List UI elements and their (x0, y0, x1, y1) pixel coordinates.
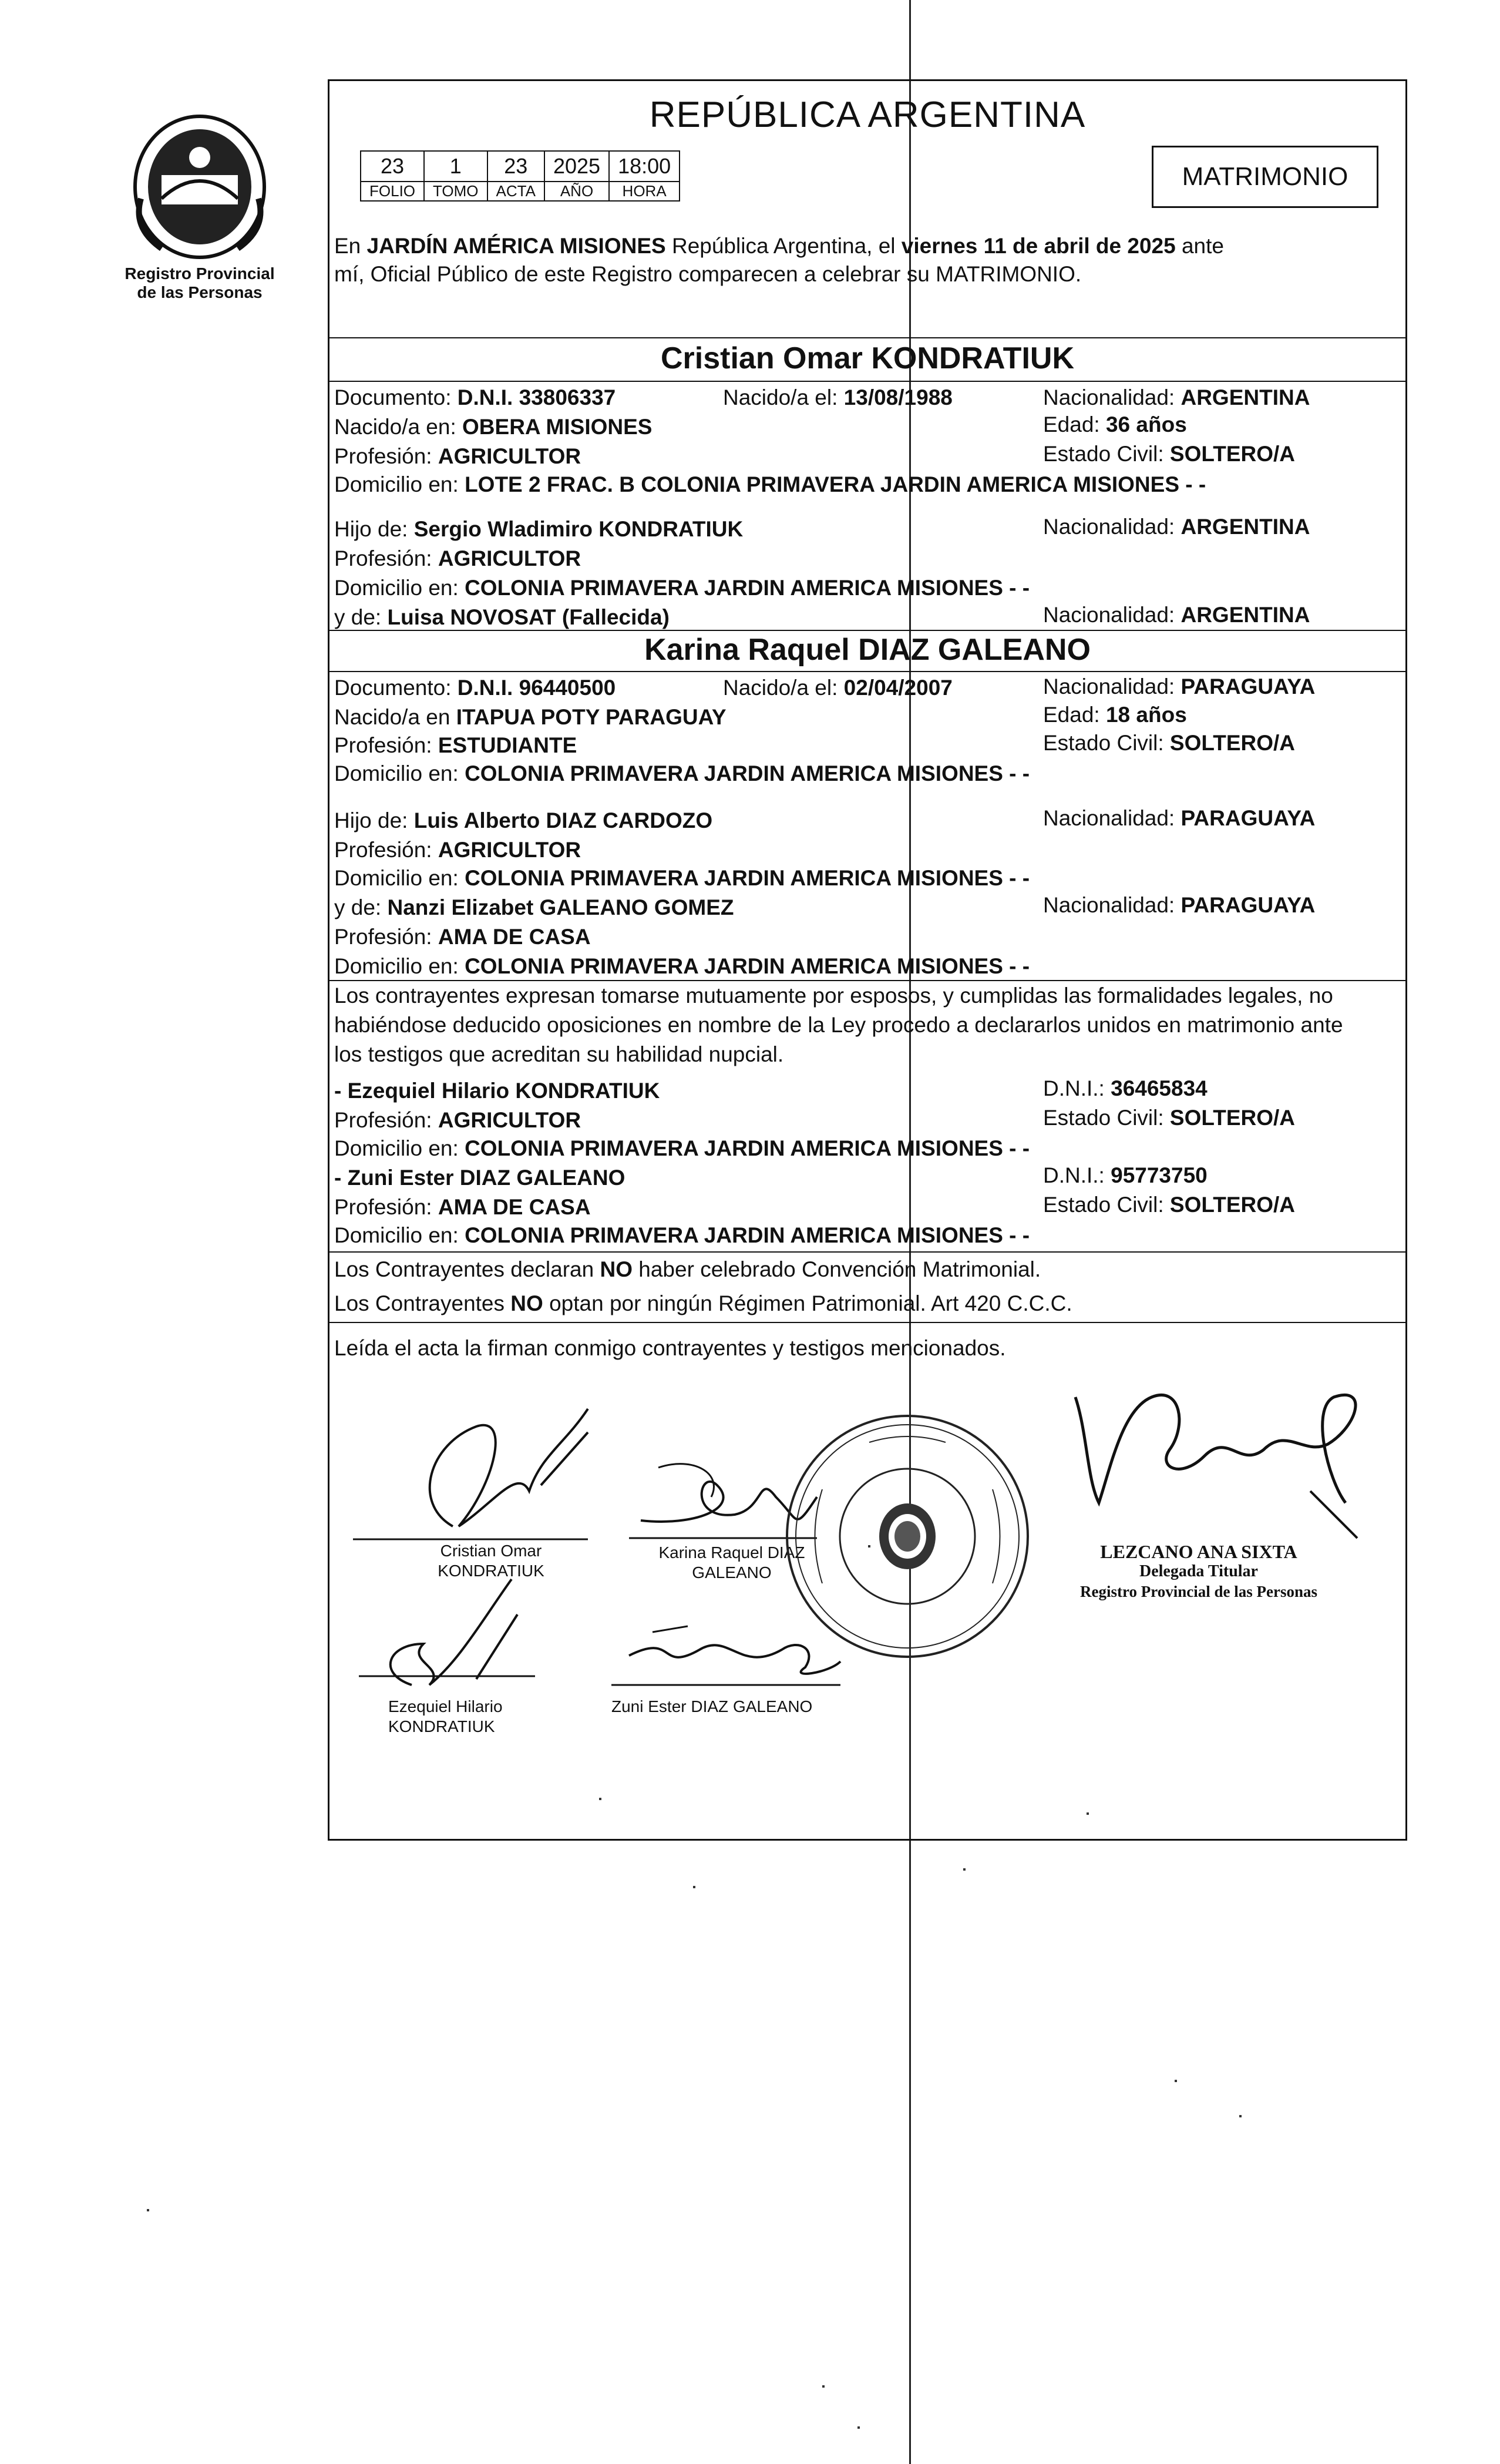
bride-nationality: Nacionalidad: PARAGUAYA (1043, 674, 1316, 699)
bride-mother-domicile: Domicilio en: COLONIA PRIMAVERA JARDIN AMERICA MISIONES - - (334, 954, 1030, 978)
groom-civil-status: Estado Civil: SOLTERO/A (1043, 442, 1296, 466)
tomo-label: TOMO (424, 182, 487, 201)
bride-age: Edad: 18 años (1043, 703, 1187, 727)
record-type-box: MATRIMONIO (1152, 146, 1378, 208)
bride-mother-nationality: Nacionalidad: PARAGUAYA (1043, 893, 1316, 917)
groom-signature-caption: Cristian Omar KONDRATIUK (438, 1542, 544, 1580)
groom-signature (341, 1385, 623, 1567)
declaration-line-1: Los contrayentes expresan tomarse mutuamente por esposos, y cumplidas las formalidades legales, no (334, 983, 1333, 1008)
witness1-profession: Profesión: AGRICULTOR (334, 1108, 581, 1132)
intro-line-1: En JARDÍN AMÉRICA MISIONES República Argentina, el viernes 11 de abril de 2025 ante (334, 234, 1224, 258)
groom-father-profession: Profesión: AGRICULTOR (334, 546, 581, 570)
witness2-name: - Zuni Ester DIAZ GALEANO (334, 1166, 625, 1190)
bride-birth-date: Nacido/a el: 02/04/2007 (723, 676, 953, 700)
bride-birth-place: Nacido/a en ITAPUA POTY PARAGUAY (334, 705, 727, 729)
declaration-line-3: los testigos que acreditan su habilidad nupcial. (334, 1042, 784, 1066)
acta-value: 23 (487, 151, 544, 182)
province-emblem-logo (126, 110, 273, 263)
bride-civil-status: Estado Civil: SOLTERO/A (1043, 731, 1296, 755)
registry-official-seal (781, 1407, 1034, 1666)
declaration-paragraph (334, 981, 1403, 1069)
tomo-value: 1 (424, 151, 487, 182)
witness1-name: - Ezequiel Hilario KONDRATIUK (334, 1079, 660, 1103)
groom-mother-nationality: Nacionalidad: ARGENTINA (1043, 603, 1310, 627)
groom-birth-place: Nacido/a en: OBERA MISIONES (334, 415, 653, 439)
official-office: Registro Provincial de las Personas (1080, 1583, 1317, 1600)
registry-caption-line1: Registro Provincial (125, 264, 275, 283)
year-label: AÑO (544, 182, 609, 201)
hour-label: HORA (609, 182, 680, 201)
witness2-civil-status: Estado Civil: SOLTERO/A (1043, 1193, 1296, 1217)
witness2-profession: Profesión: AMA DE CASA (334, 1195, 591, 1219)
witness2-signature-caption: Zuni Ester DIAZ GALEANO (611, 1697, 813, 1716)
hour-value: 18:00 (609, 151, 680, 182)
bride-domicile: Domicilio en: COLONIA PRIMAVERA JARDIN AMERICA MISIONES - - (334, 761, 1030, 785)
convention-line-2: Los Contrayentes NO optan por ningún Régimen Patrimonial. Art 420 C.C.C. (334, 1291, 1072, 1315)
groom-father-domicile: Domicilio en: COLONIA PRIMAVERA JARDIN AMERICA MISIONES - - (334, 576, 1030, 600)
bride-profession: Profesión: ESTUDIANTE (334, 733, 577, 757)
groom-document: Documento: D.N.I. 33806337 (334, 385, 616, 409)
closing-statement: Leída el acta la firman conmigo contrayentes y testigos mencionados. (334, 1336, 1006, 1360)
witness1-civil-status: Estado Civil: SOLTERO/A (1043, 1106, 1296, 1130)
bride-document: Documento: D.N.I. 96440500 (334, 676, 616, 700)
registry-caption (106, 264, 294, 302)
groom-name-heading: Cristian Omar KONDRATIUK (660, 341, 1074, 375)
groom-profession: Profesión: AGRICULTOR (334, 444, 581, 468)
groom-age: Edad: 36 años (1043, 412, 1187, 437)
groom-father: Hijo de: Sergio Wladimiro KONDRATIUK (334, 517, 744, 541)
witness1-signature (341, 1556, 576, 1714)
acta-label: ACTA (487, 182, 544, 201)
intro-line-2: mí, Oficial Público de este Registro comparecen a celebrar su MATRIMONIO. (334, 262, 1082, 286)
official-stamp-text (1046, 1542, 1351, 1602)
witness1-dni: D.N.I.: 36465834 (1043, 1076, 1208, 1100)
year-value: 2025 (544, 151, 609, 182)
declaration-line-2: habiéndose deducido oposiciones en nombre de la Ley procedo a declararlos unidos en matrimonio ante (334, 1013, 1343, 1037)
bride-father-profession: Profesión: AGRICULTOR (334, 838, 581, 862)
witness1-signature-caption: Ezequiel Hilario KONDRATIUK (388, 1697, 503, 1735)
country-title: REPÚBLICA ARGENTINA (649, 95, 1086, 135)
convention-line-1: Los Contrayentes declaran NO haber celebrado Convención Matrimonial. (334, 1257, 1041, 1281)
bride-father: Hijo de: Luis Alberto DIAZ CARDOZO (334, 808, 713, 832)
groom-nationality: Nacionalidad: ARGENTINA (1043, 385, 1310, 409)
registry-data-table (360, 150, 680, 202)
witness2-dni: D.N.I.: 95773750 (1043, 1163, 1208, 1187)
groom-father-nationality: Nacionalidad: ARGENTINA (1043, 515, 1310, 539)
groom-domicile: Domicilio en: LOTE 2 FRAC. B COLONIA PRIMAVERA JARDIN AMERICA MISIONES - - (334, 472, 1206, 496)
official-name: LEZCANO ANA SIXTA (1100, 1541, 1297, 1562)
official-role: Delegada Titular (1139, 1562, 1258, 1580)
witness1-domicile: Domicilio en: COLONIA PRIMAVERA JARDIN AMERICA MISIONES - - (334, 1136, 1030, 1160)
registry-caption-line2: de las Personas (137, 283, 263, 301)
witness2-domicile: Domicilio en: COLONIA PRIMAVERA JARDIN AMERICA MISIONES - - (334, 1223, 1030, 1247)
bride-name-heading: Karina Raquel DIAZ GALEANO (644, 633, 1091, 667)
bride-mother: y de: Nanzi Elizabet GALEANO GOMEZ (334, 895, 734, 919)
bride-mother-profession: Profesión: AMA DE CASA (334, 925, 591, 949)
groom-birth-date: Nacido/a el: 13/08/1988 (723, 385, 953, 409)
folio-value: 23 (361, 151, 424, 182)
folio-label: FOLIO (361, 182, 424, 201)
groom-mother: y de: Luisa NOVOSAT (Fallecida) (334, 605, 670, 629)
bride-father-nationality: Nacionalidad: PARAGUAYA (1043, 806, 1316, 830)
bride-father-domicile: Domicilio en: COLONIA PRIMAVERA JARDIN AMERICA MISIONES - - (334, 866, 1030, 890)
bride-signature-caption: Karina Raquel DIAZ GALEANO (658, 1543, 805, 1582)
official-signature (1052, 1362, 1381, 1562)
